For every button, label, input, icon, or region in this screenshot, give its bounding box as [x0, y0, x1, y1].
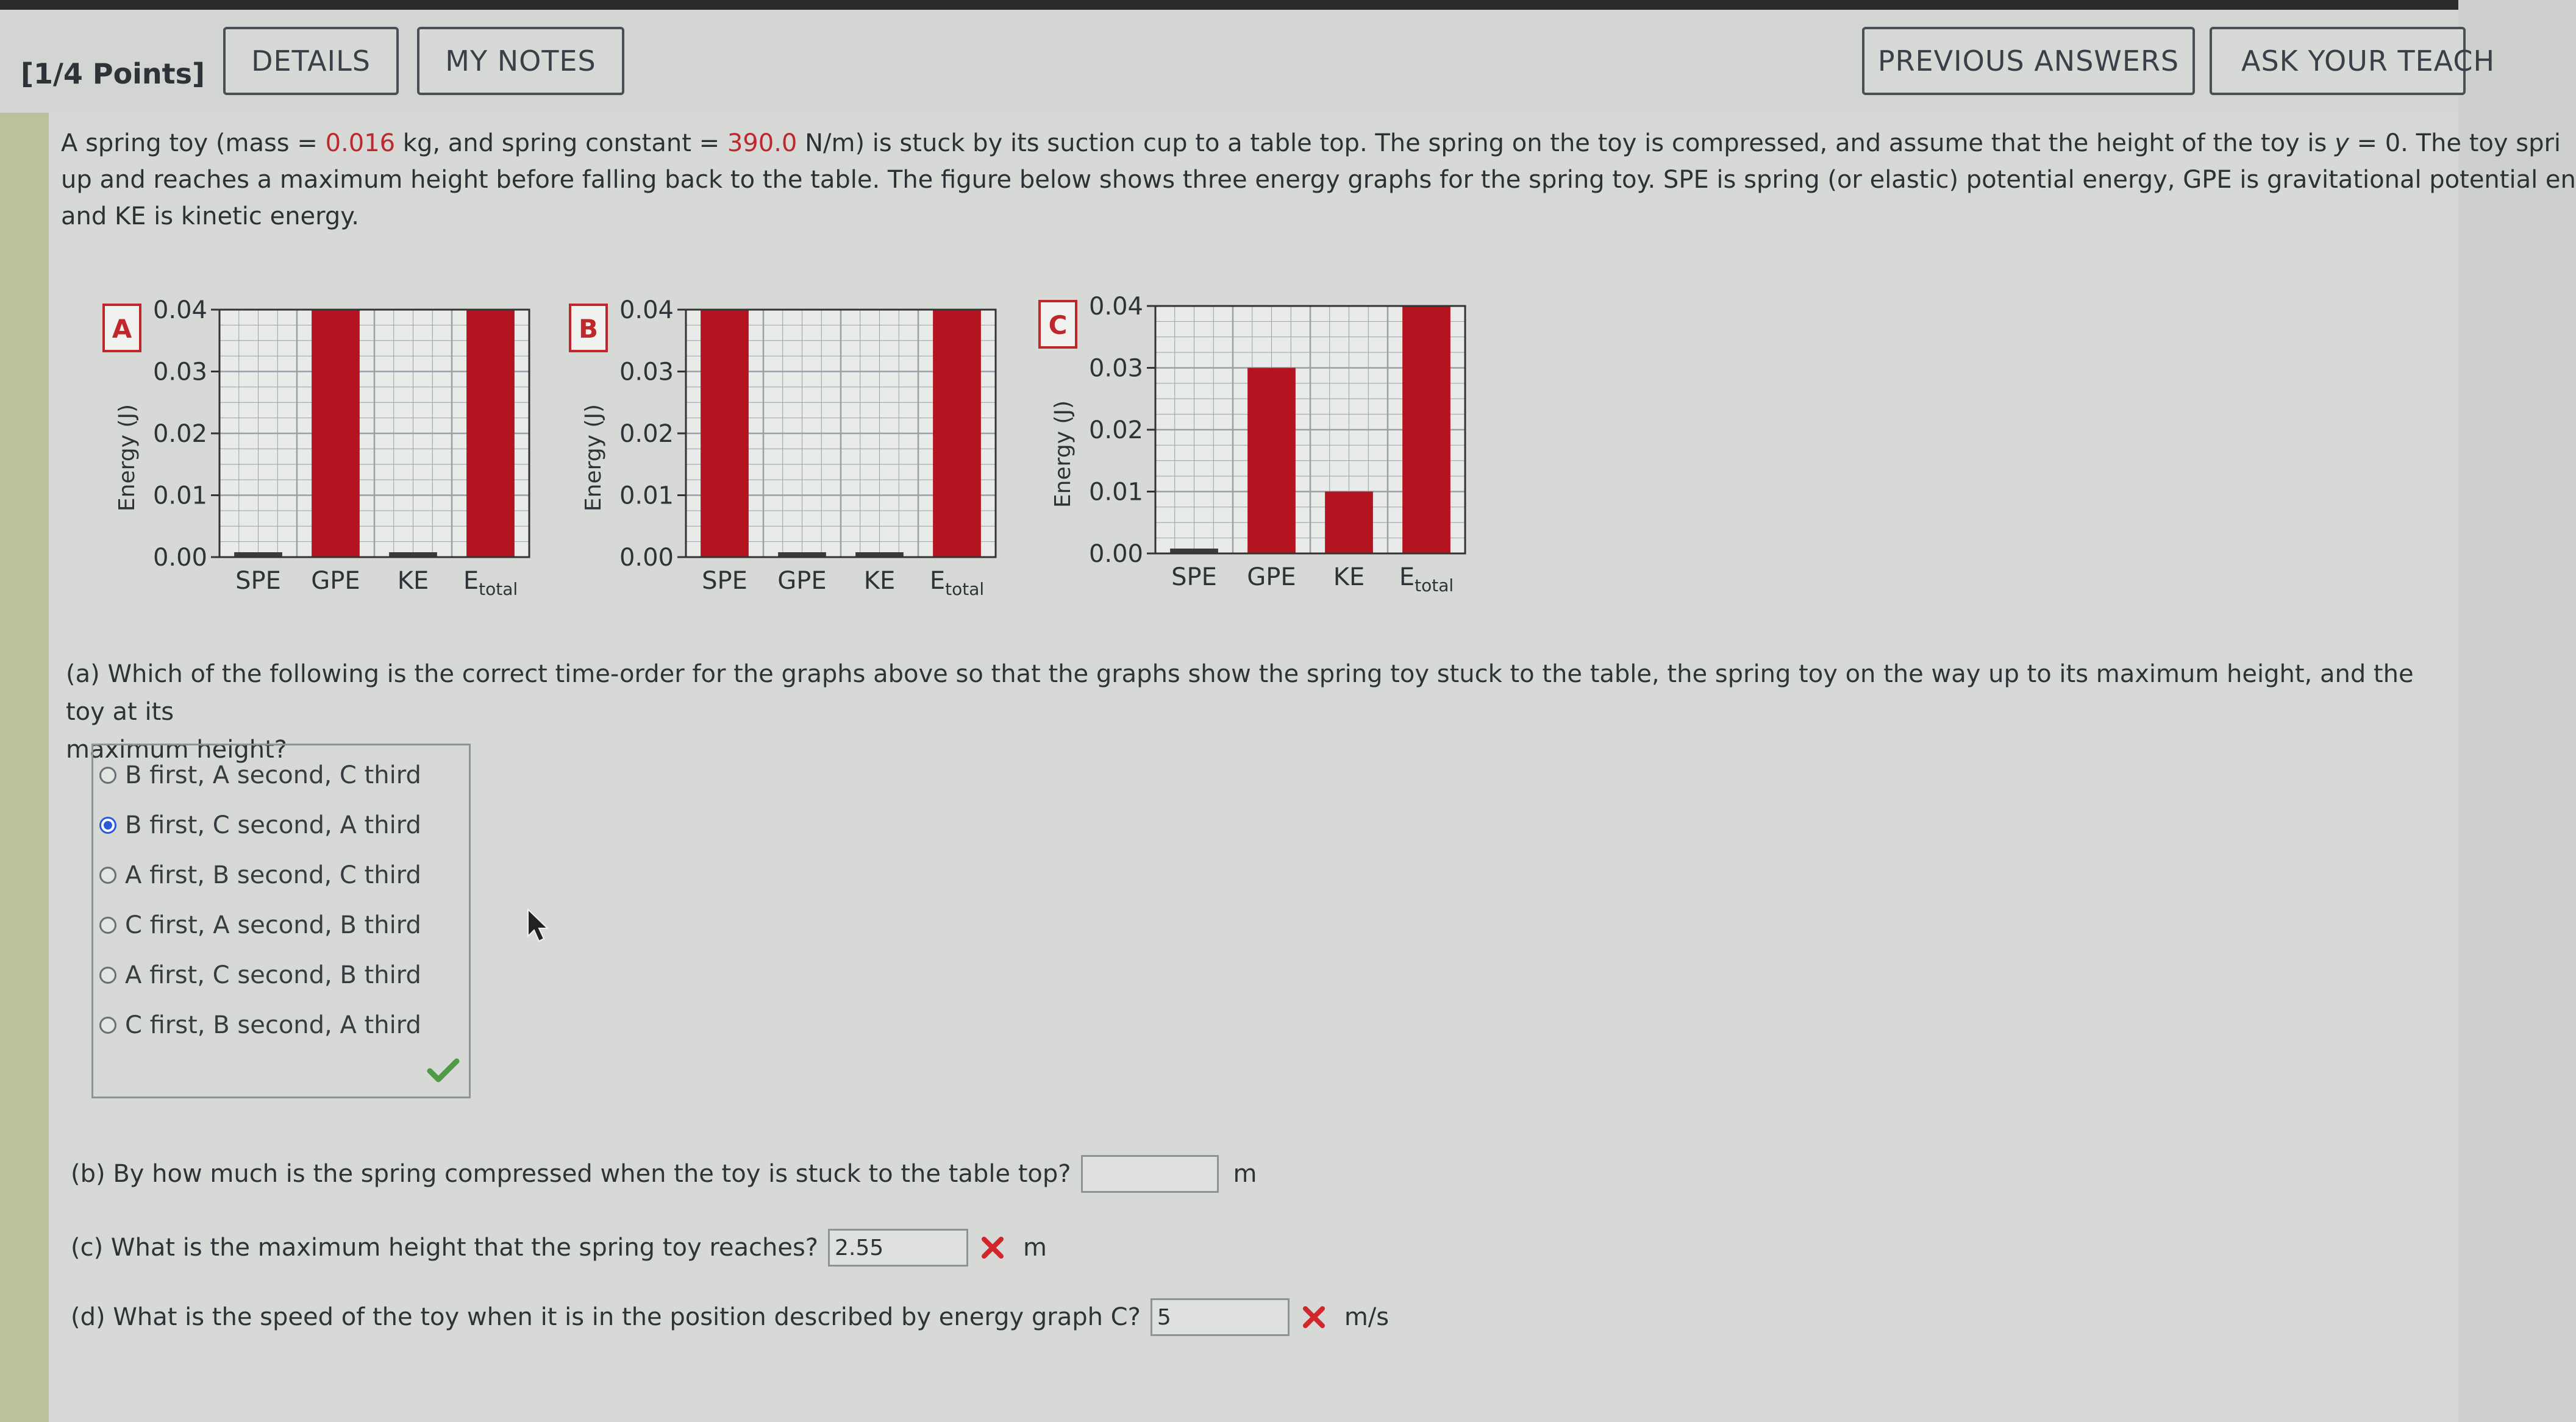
- energy-graph-a-svg: [98, 293, 561, 610]
- option-0[interactable]: [99, 754, 421, 797]
- question-b: [71, 1155, 1257, 1193]
- x-tick-label: KE: [1333, 563, 1365, 591]
- y-axis-label: Energy (J): [581, 403, 606, 512]
- problem-text: A spring toy (mass =: [61, 129, 326, 157]
- y-axis-label: Energy (J): [1051, 400, 1076, 508]
- option-1[interactable]: [99, 804, 421, 847]
- option-3[interactable]: [99, 904, 421, 947]
- bar-spe: [701, 310, 749, 557]
- previous-answers-button[interactable]: PREVIOUS ANSWERS: [1862, 27, 2195, 95]
- answer-b-input[interactable]: [1081, 1155, 1219, 1193]
- y-tick-label: 0.00: [619, 544, 674, 572]
- problem-line-2: up and reaches a maximum height before falling back to the table. The figure below shows three energy graphs for the spring toy. SPE is spring (or elastic) potential energy, GPE is gravitational potential en: [61, 166, 2576, 194]
- energy-graph-c-svg: [1033, 289, 1497, 606]
- option-label: A first, B second, C third: [125, 861, 421, 889]
- y-tick-label: 0.03: [1088, 354, 1143, 383]
- incorrect-x-icon: [1302, 1305, 1326, 1329]
- x-tick-label: KE: [397, 567, 429, 595]
- radio-button[interactable]: [99, 767, 116, 784]
- energy-graph-a: [98, 293, 561, 612]
- radio-button[interactable]: [99, 1017, 116, 1034]
- radio-button-selected[interactable]: [99, 817, 116, 834]
- option-label: C first, B second, A third: [125, 1011, 421, 1039]
- y-tick-label: 0.02: [1088, 416, 1143, 444]
- question-a-line-2: maximum height?: [66, 736, 287, 764]
- y-tick-label: 0.01: [619, 482, 674, 510]
- x-tick-label: $E_{total}$: [1399, 563, 1454, 595]
- question-c: [71, 1229, 1047, 1267]
- problem-text: = 0. The toy spri: [2349, 129, 2561, 157]
- y-tick-label: 0.04: [1088, 293, 1143, 321]
- energy-graph-b: [564, 293, 1027, 612]
- spring-constant-value: 390.0: [727, 129, 797, 157]
- unit-label: m: [1023, 1234, 1047, 1262]
- option-label: A first, C second, B third: [125, 961, 421, 989]
- y-tick-label: 0.03: [152, 358, 207, 386]
- option-2[interactable]: [99, 854, 421, 897]
- option-4[interactable]: [99, 954, 421, 997]
- y-tick-label: 0.00: [152, 544, 207, 572]
- graph-letter: A: [112, 314, 132, 344]
- x-tick-label: SPE: [702, 567, 747, 595]
- mass-value: 0.016: [325, 129, 396, 157]
- x-tick-label: $E_{total}$: [463, 567, 518, 599]
- option-label: B first, A second, C third: [125, 761, 421, 789]
- graph-letter: C: [1048, 310, 1068, 340]
- question-d: [71, 1298, 1389, 1336]
- y-tick-label: 0.00: [1088, 540, 1143, 568]
- problem-statement: [61, 125, 2576, 235]
- my-notes-button[interactable]: MY NOTES: [417, 27, 624, 95]
- x-tick-label: GPE: [777, 567, 827, 595]
- problem-text: N/m) is stuck by its suction cup to a table top. The spring on the toy is compressed, and assume that the height of the toy is: [797, 129, 2335, 157]
- mouse-cursor-icon: [526, 908, 550, 945]
- radio-button[interactable]: [99, 867, 116, 884]
- points-label: [1/4 Points]: [21, 57, 205, 90]
- option-label: C first, A second, B third: [125, 911, 421, 939]
- question-a-options: [91, 744, 471, 1098]
- problem-text: kg, and spring constant =: [395, 129, 727, 157]
- bar-ke: [1325, 492, 1373, 554]
- y-tick-label: 0.02: [152, 420, 207, 448]
- question-c-text: (c) What is the maximum height that the spring toy reaches?: [71, 1234, 819, 1262]
- energy-graph-b-svg: [564, 293, 1027, 610]
- incorrect-x-icon: [980, 1235, 1005, 1260]
- variable-y: y: [2335, 129, 2349, 157]
- bar-gpe: [312, 310, 360, 557]
- question-b-text: (b) By how much is the spring compressed when the toy is stuck to the table top?: [71, 1160, 1071, 1188]
- x-tick-label: SPE: [235, 567, 281, 595]
- question-a-line-1: (a) Which of the following is the correct time-order for the graphs above so that the graphs show the spring toy stuck to the table, the spring toy on the way up to its maximum height, and the toy at its: [66, 660, 2414, 726]
- ask-your-teacher-button[interactable]: ASK YOUR TEACH: [2210, 27, 2466, 95]
- details-button[interactable]: DETAILS: [223, 27, 399, 95]
- x-tick-label: KE: [863, 567, 896, 595]
- unit-label: m/s: [1344, 1303, 1390, 1331]
- x-tick-label: SPE: [1171, 563, 1217, 591]
- radio-button[interactable]: [99, 967, 116, 984]
- bar-etotal: [466, 310, 515, 557]
- question-d-text: (d) What is the speed of the toy when it is in the position described by energy graph C?: [71, 1303, 1141, 1331]
- answer-d-input[interactable]: 5: [1151, 1298, 1290, 1336]
- x-tick-label: GPE: [311, 567, 360, 595]
- x-tick-label: $E_{total}$: [929, 567, 985, 599]
- option-label: B first, C second, A third: [125, 811, 421, 839]
- bar-etotal: [933, 310, 981, 557]
- graph-letter: B: [578, 314, 599, 344]
- bar-gpe: [1247, 368, 1296, 554]
- radio-button[interactable]: [99, 917, 116, 934]
- question-header: [0, 10, 2496, 113]
- answer-c-input[interactable]: 2.55: [828, 1229, 968, 1267]
- left-accent-strip: [0, 113, 49, 1422]
- y-tick-label: 0.01: [1088, 478, 1143, 507]
- y-tick-label: 0.02: [619, 420, 674, 448]
- checkmark-icon: [427, 1058, 459, 1083]
- x-tick-label: GPE: [1247, 563, 1296, 591]
- problem-line-1: [61, 125, 2561, 162]
- y-tick-label: 0.04: [619, 296, 674, 324]
- y-axis-label: Energy (J): [115, 403, 140, 512]
- y-tick-label: 0.04: [152, 296, 207, 324]
- unit-label: m: [1233, 1160, 1257, 1188]
- y-tick-label: 0.03: [619, 358, 674, 386]
- window-top-strip: [0, 0, 2458, 10]
- energy-graph-c: [1033, 289, 1497, 608]
- y-tick-label: 0.01: [152, 482, 207, 510]
- problem-line-3: and KE is kinetic energy.: [61, 202, 359, 230]
- option-5[interactable]: [99, 1004, 421, 1047]
- bar-etotal: [1402, 306, 1450, 553]
